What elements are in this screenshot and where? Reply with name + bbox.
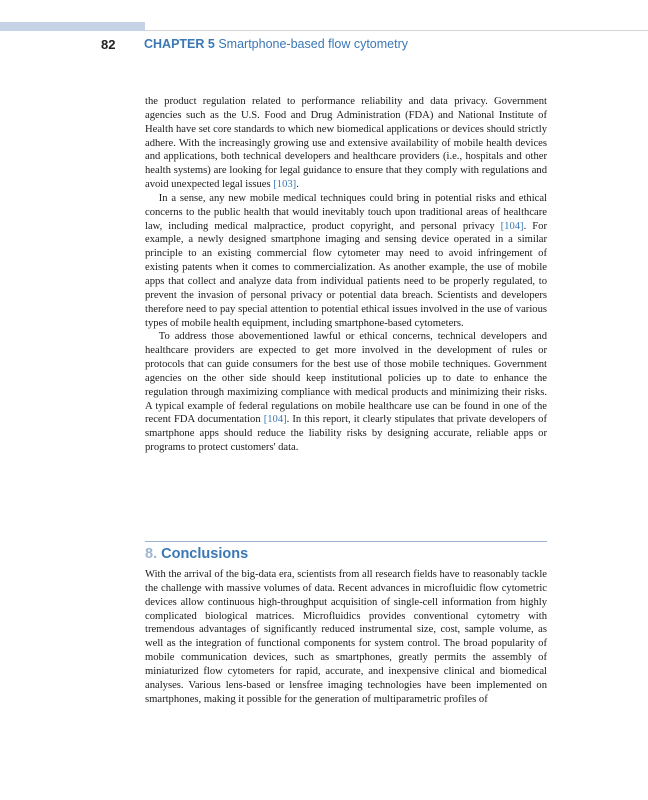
chapter-title: Smartphone-based flow cytometry	[218, 37, 408, 51]
page-number: 82	[101, 37, 116, 52]
citation-link[interactable]: [104]	[500, 220, 524, 232]
main-text	[145, 95, 547, 455]
paragraph	[145, 192, 547, 330]
chapter-label: CHAPTER 5	[144, 37, 215, 51]
paragraph-text: the product regulation related to performance reliability and data privacy. Government agencies such as the U.S. Food and Drug Administration (FDA) and National Institute of Health have set core standards to which new biomedical applications or devices should strictly adhere. With the increasingly growing use and extensive availability of mobile health devices and applications, both technical developers and healthcare providers (i.e., hospitals and other health systems) are looking for legal guidance to ensure that they comply with regulations and avoid unexpected legal issues	[145, 96, 547, 191]
section-rule	[145, 541, 547, 542]
paragraph-text: . For example, a newly designed smartphone imaging and sensing device operated in a similar principle to an existing commercial flow cytometer may need to avoid infringement of existing patents when it comes to commercialization. As another example, the use of mobile apps that collect and analyze data from individual patients need to be properly regulated, to prevent the invasion of personal privacy or potential data breach. Scientists and developers therefore need to pay special attention to potential ethical issues involved in the use of various types of mobile health equipment, including smartphone-based cytometers.	[145, 220, 547, 329]
paragraph-text: .	[296, 179, 299, 191]
header-color-band	[0, 22, 145, 31]
section-title: Conclusions	[161, 546, 249, 562]
citation-link[interactable]: [103]	[273, 179, 297, 191]
paragraph-text: . In this report, it clearly stipulates that private developers of smartphone apps should reduce the liability risks by designing accurate, reliable apps or programs to protect customers' data.	[145, 414, 548, 454]
paragraph-text: To address those abovementioned lawful or ethical concerns, technical developers and healthcare providers are expected to get more involved in the development of rules or protocols that can guide consumers for the best use of those mobile techniques. Government agencies on the other side should keep institutional policies up to date to enhance the regulation through maximizing compliance with medical products and minimizing their risks. A typical example of federal regulations on mobile healthcare use can be found in one of the recent FDA documentation	[145, 331, 547, 426]
paragraph	[145, 95, 547, 192]
paragraph	[145, 330, 547, 455]
running-head	[144, 37, 408, 51]
conclusions-text	[145, 568, 547, 706]
paragraph: With the arrival of the big-data era, scientists from all research fields have to reasonably tackle the challenge with massive volumes of data. Recent advances in microfluidic flow cytometric devices allow continuous high-throughput acquisition of single-cell information from highly complicated biological matrices. Microfluidics provides conventional cytometry with tremendous advantages of significantly reduced instrumental size, cost, sample volume, as well as the integration of functional components for system control. The broad popularity of mobile communication devices, such as smartphones, greatly permits the assembly of miniaturized flow cytometers for rapid, accurate, and inexpensive clinical and biomedical analyses. Various lens-based or lensfree imaging technologies have been implemented on smartphones, making it possible for the generation of multiparametric profiles of	[145, 569, 547, 705]
section-number: 8.	[145, 546, 158, 562]
section-heading	[145, 546, 248, 562]
header-rule	[145, 30, 648, 31]
paragraph-text: In a sense, any new mobile medical techniques could bring in potential risks and ethical concerns to the public health that would inevitably touch upon traditional areas of healthcare law, including medical malpractice, product copyright, and personal privacy	[145, 192, 547, 232]
citation-link[interactable]: [104]	[263, 414, 287, 426]
